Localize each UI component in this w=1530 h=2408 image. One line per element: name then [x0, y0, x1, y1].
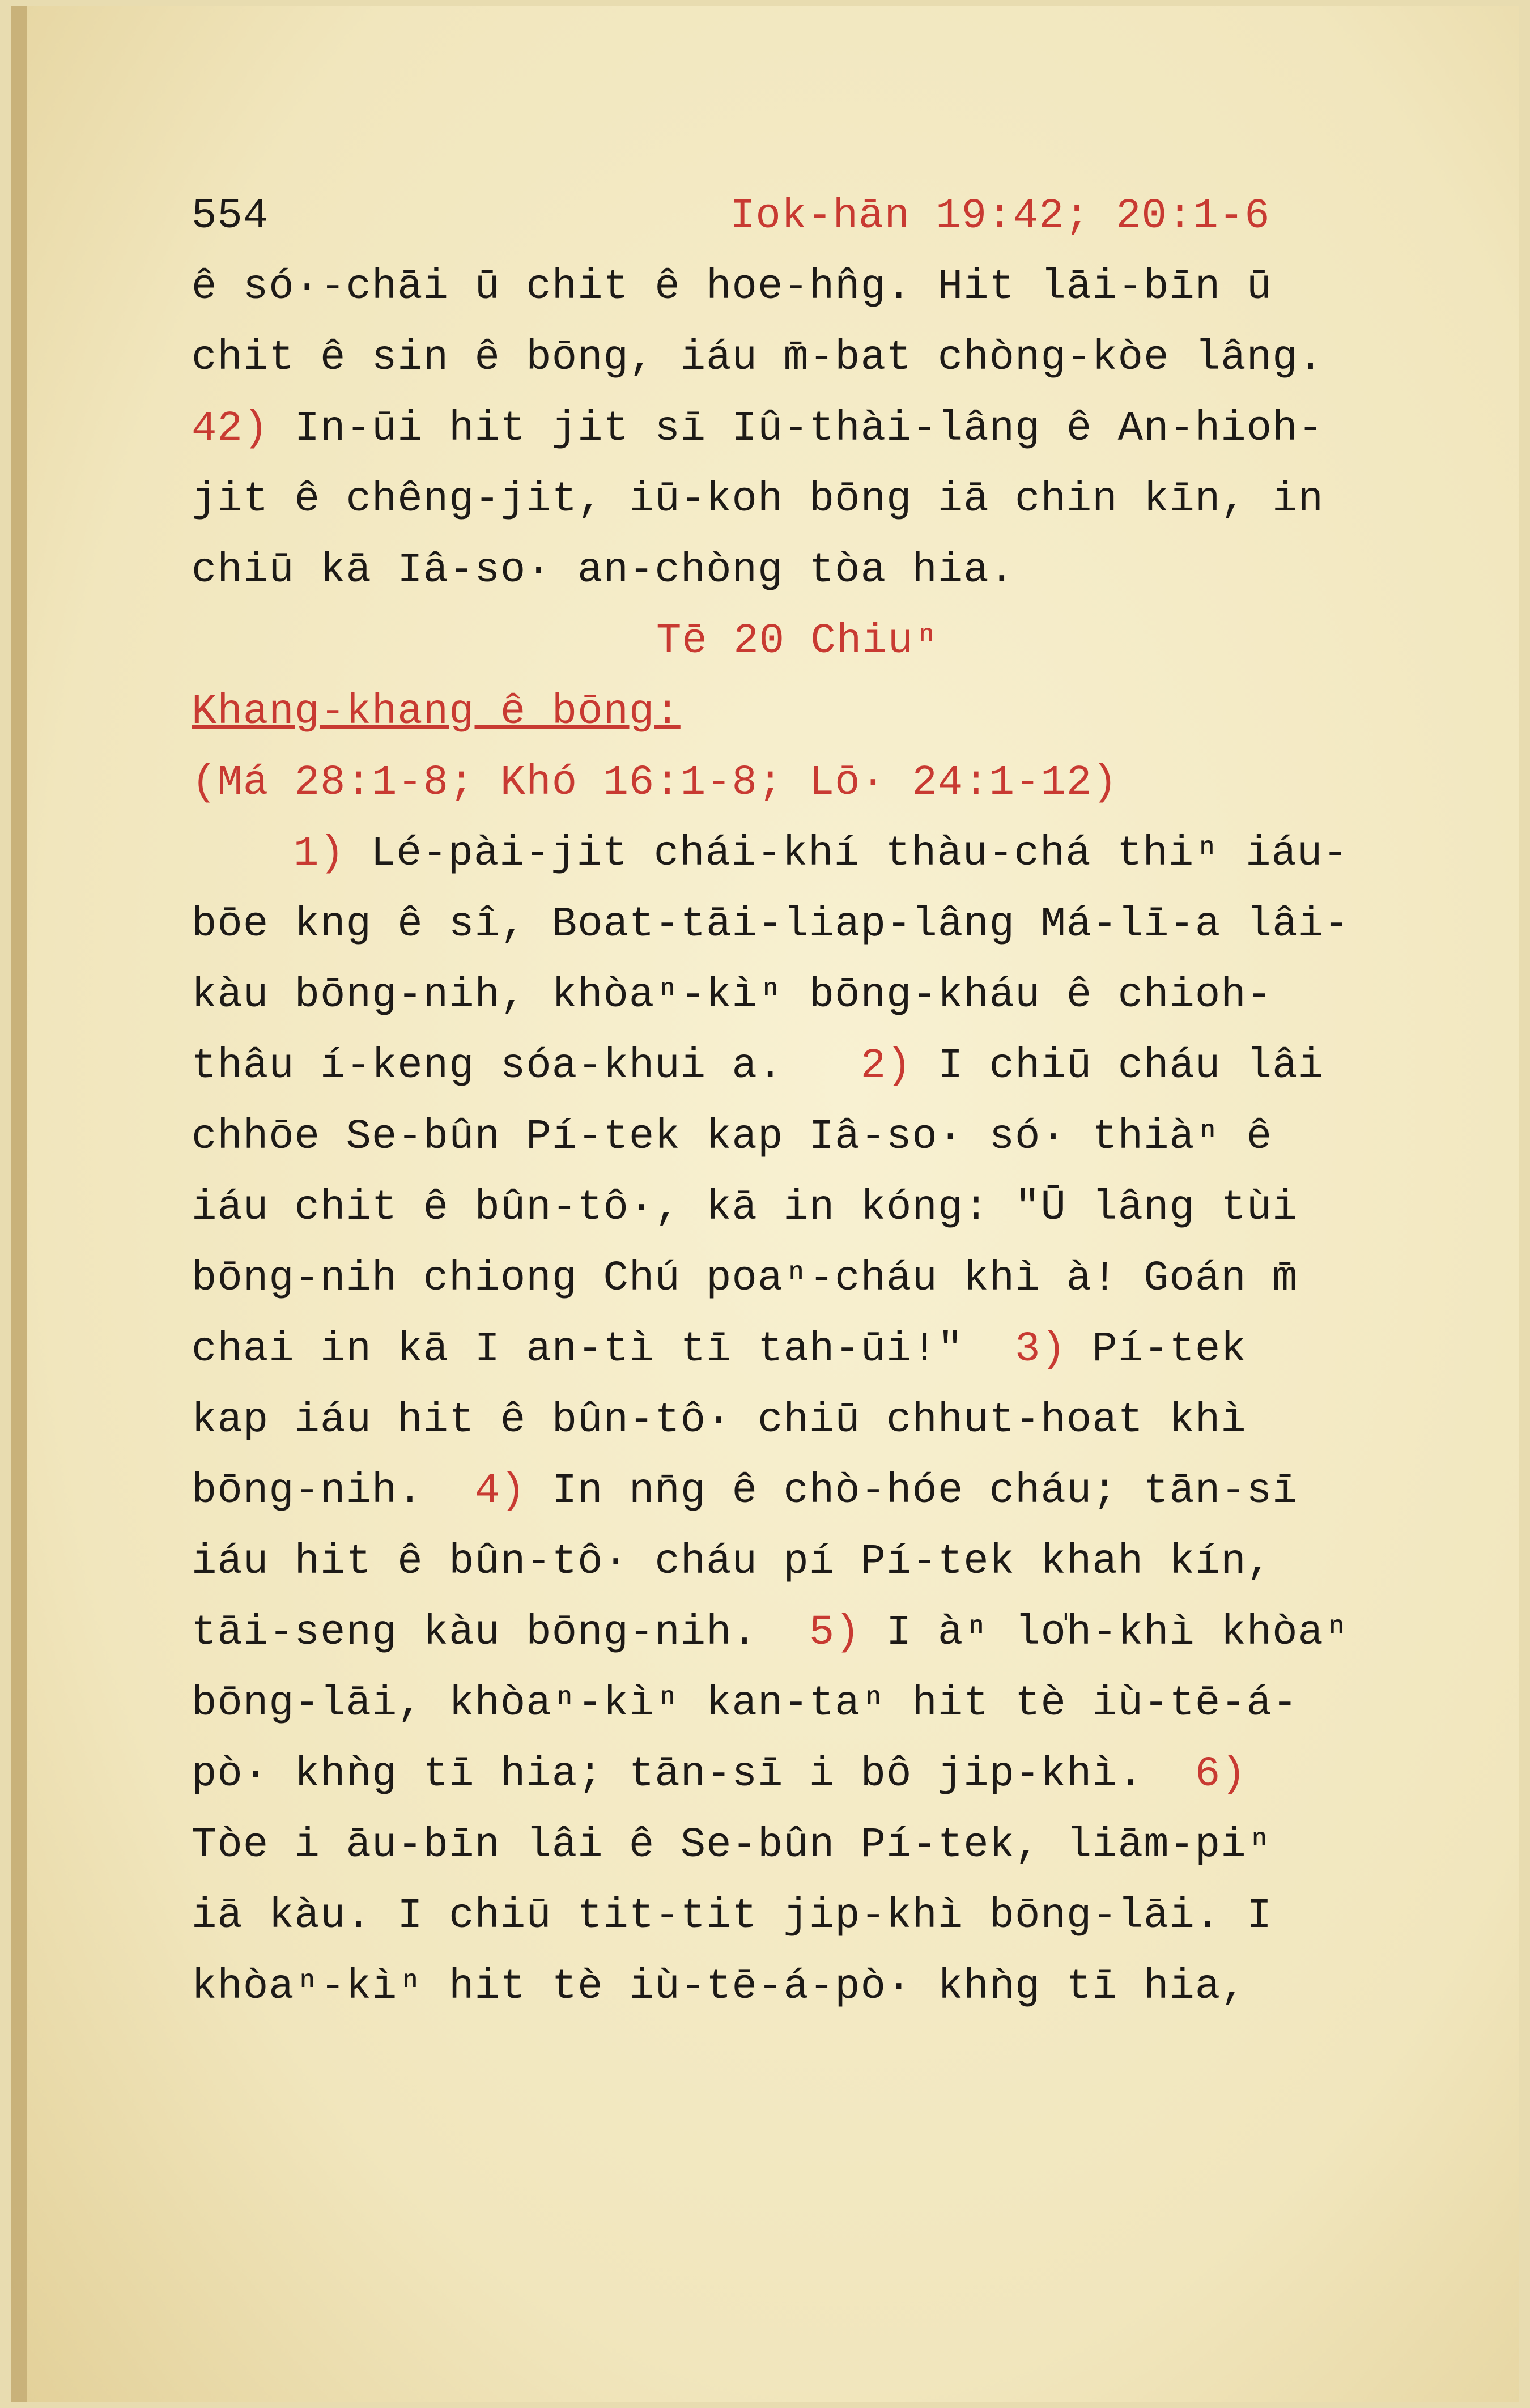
- text-line: bōe kng ê sî, Boat-tāi-liap-lâng Má-lī-a lâi-: [192, 901, 1350, 948]
- text-line: iā kàu. I chiū tit-tit jip-khì bōng-lāi. I: [192, 1892, 1273, 1940]
- text-line: chiū kā Iâ-so· an-chòng tòa hia.: [192, 547, 1015, 594]
- verse-text: In-ūi hit jit sī Iû-thài-lâng ê An-hioh-: [269, 405, 1324, 453]
- running-head-reference: Iok-hān 19:42; 20:1-6: [730, 193, 1270, 240]
- text-line: kap iáu hit ê bûn-tô· chiū chhut-hoat khì: [192, 1397, 1247, 1444]
- text-line: chhōe Se-bûn Pí-tek kap Iâ-so· só· thiàⁿ ê: [192, 1113, 1273, 1161]
- text-line: [192, 1598, 1495, 1669]
- chapter-heading: Tē 20 Chiuⁿ: [656, 618, 940, 665]
- verse-number: 1): [294, 830, 345, 878]
- text-line: chit ê sin ê bōng, iáu m̄-bat chòng-kòe lâng.: [192, 334, 1324, 382]
- verse-text: thâu í-keng sóa-khui a.: [192, 1043, 784, 1090]
- text-line: [192, 1314, 1495, 1385]
- text-line: bōng-nih chiong Chú poaⁿ-cháu khì à! Goán m̄: [192, 1255, 1298, 1303]
- text-line: [192, 1031, 1495, 1102]
- text-line: kàu bōng-nih, khòaⁿ-kìⁿ bōng-kháu ê chioh-: [192, 972, 1273, 1019]
- verse-text: Pí-tek: [1066, 1326, 1247, 1373]
- text-line: iáu chit ê bûn-tô·, kā in kóng: "Ū lâng tùi: [192, 1184, 1298, 1232]
- text-line: Tòe i āu-bīn lâi ê Se-bûn Pí-tek, liām-piⁿ: [192, 1822, 1273, 1869]
- verse-text: chai in kā I an-tì tī tah-ūi!": [192, 1326, 964, 1373]
- verse-text: pò· khǹg tī hia; tān-sī i bô jip-khì.: [192, 1751, 1144, 1798]
- page-number: 554: [192, 193, 269, 240]
- page-header: [192, 181, 1495, 252]
- verse-number: 5): [809, 1609, 861, 1657]
- verse-text: tāi-seng kàu bōng-nih.: [192, 1609, 758, 1657]
- book-page: [11, 6, 1519, 2402]
- text-line: ê só·-chāi ū chit ê hoe-hn̂g. Hit lāi-bīn ū: [192, 263, 1273, 311]
- cross-references: (Má 28:1-8; Khó 16:1-8; Lō· 24:1-12): [192, 759, 1118, 807]
- verse-number: 2): [860, 1043, 912, 1090]
- text-line: jit ê chêng-jit, iū-koh bōng iā chin kīn, in: [192, 476, 1324, 524]
- text-line: [192, 1739, 1495, 1810]
- verse-text: Lé-pài-jit chái-khí thàu-chá thiⁿ iáu-: [345, 830, 1349, 878]
- text-line: [192, 1456, 1495, 1527]
- verse-text: I chiū cháu lâi: [912, 1043, 1324, 1090]
- text-line: [192, 394, 1495, 465]
- verse-number: 6): [1195, 1751, 1247, 1798]
- text-line: iáu hit ê bûn-tô· cháu pí Pí-tek khah kín,: [192, 1538, 1273, 1586]
- verse-text: I àⁿ lo̍h-khì khòaⁿ: [860, 1609, 1350, 1657]
- section-title: [192, 677, 1495, 748]
- text-line: khòaⁿ-kìⁿ hit tè iù-tē-á-pò· khǹg tī hia,: [192, 1963, 1247, 2011]
- verse-text: bōng-nih.: [192, 1467, 423, 1515]
- text-line: [192, 819, 1495, 890]
- page-text: [192, 181, 1495, 2023]
- verse-number: 42): [192, 405, 269, 453]
- verse-text: In nn̄g ê chò-hóe cháu; tān-sī: [526, 1467, 1298, 1515]
- verse-number: 4): [474, 1467, 526, 1515]
- section-title-text: Khang-khang ê bōng:: [192, 688, 681, 736]
- text-line: bōng-lāi, khòaⁿ-kìⁿ kan-taⁿ hit tè iù-tē-á-: [192, 1680, 1298, 1728]
- verse-number: 3): [1015, 1326, 1066, 1373]
